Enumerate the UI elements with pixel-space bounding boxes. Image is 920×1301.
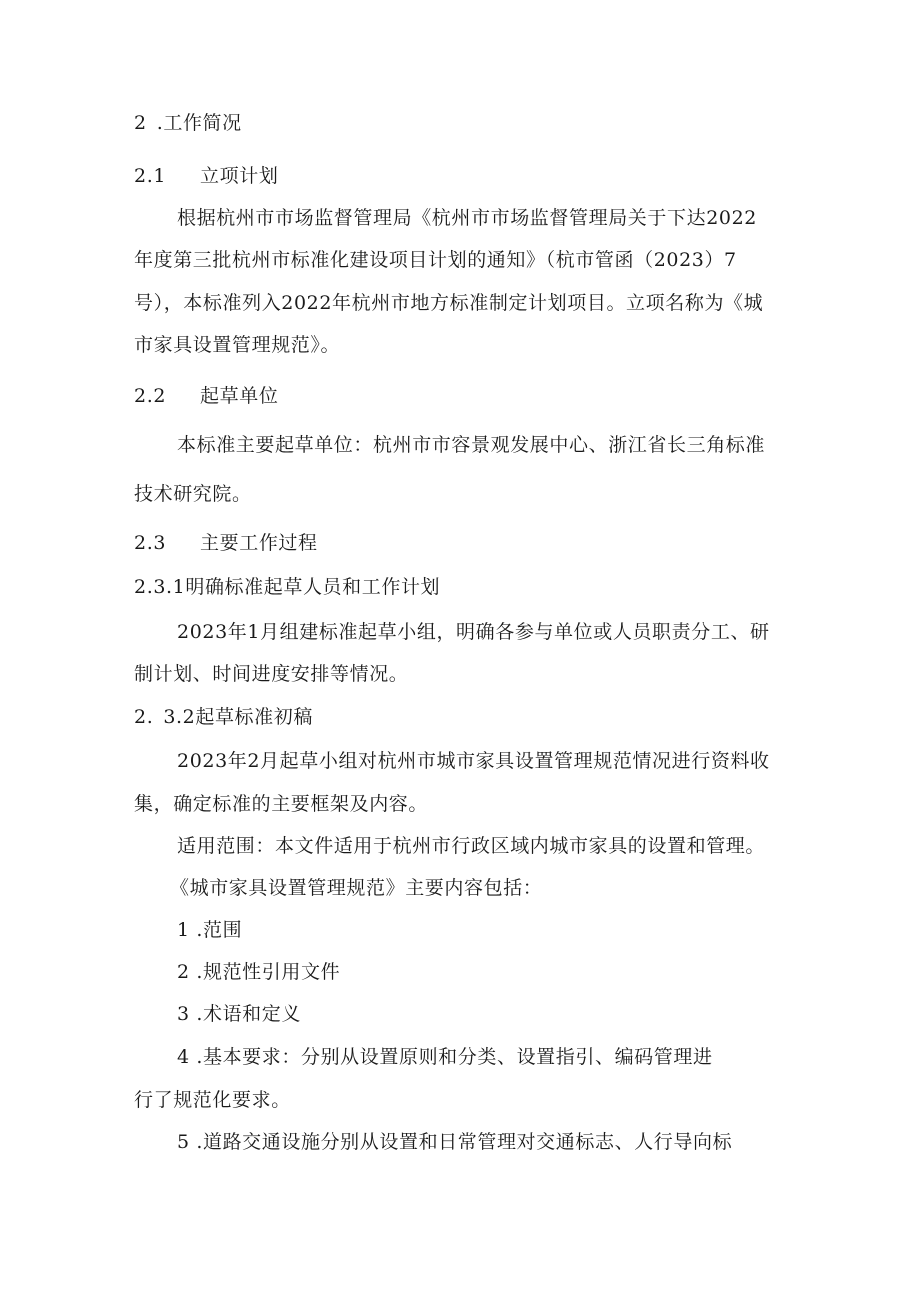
paragraph-line: 号），本标准列入2022年杭州市地方标准制定计划项目。立项名称为《城 (134, 292, 764, 314)
section-title: 立项计划 (200, 165, 279, 187)
section-heading-2-1 (134, 163, 278, 189)
section-title: 3.2起草标准初稿 (163, 706, 313, 728)
list-item-continuation: 行了规范化要求。 (134, 1089, 291, 1111)
paragraph-line: 根据杭州市市场监督管理局《杭州市市场监督管理局关于下达2022 (177, 207, 757, 229)
scope-statement: 适用范围：本文件适用于杭州市行政区域内城市家具的设置和管理。 (177, 835, 766, 857)
paragraph-line: 市家具设置管理规范》。 (134, 334, 341, 356)
subsection-heading-2-3-2 (134, 704, 313, 730)
section-number: 2 (134, 112, 147, 134)
paragraph-line: 集，确定标准的主要框架及内容。 (134, 793, 429, 815)
paragraph-line: 本标准主要起草单位：杭州市市容景观发展中心、浙江省长三角标准 (177, 434, 766, 456)
contents-intro: 《城市家具设置管理规范》主要内容包括： (170, 877, 543, 899)
paragraph-line: 年度第三批杭州市标准化建设项目计划的通知》（杭市管函（2023）7 (134, 249, 737, 271)
section-title: .工作简况 (156, 112, 242, 134)
section-title: 起草单位 (200, 385, 279, 407)
subsection-heading-2-3-1: 2.3.1明确标准起草人员和工作计划 (134, 576, 441, 598)
section-number: 2.1 (134, 165, 167, 187)
section-number: 2.2 (134, 385, 167, 407)
list-item: 4 .基本要求：分别从设置原则和分类、设置指引、编码管理进 (177, 1046, 713, 1068)
list-item: 3 .术语和定义 (177, 1003, 301, 1025)
list-item: 2 .规范性引用文件 (177, 961, 341, 983)
section-heading-2-3 (134, 530, 318, 556)
paragraph-line: 技术研究院。 (134, 483, 252, 505)
paragraph-line: 制计划、时间进度安排等情况。 (134, 663, 409, 685)
paragraph-line: 2023年2月起草小组对杭州市城市家具设置管理规范情况进行资料收 (177, 750, 770, 772)
section-title: 主要工作过程 (200, 532, 318, 554)
section-number: 2. (134, 706, 154, 728)
section-number: 2.3 (134, 532, 167, 554)
section-heading-2-2 (134, 383, 278, 409)
list-item: 5 .道路交通设施分别从设置和日常管理对交通标志、人行导向标 (177, 1131, 733, 1153)
list-item: 1 .范围 (177, 919, 243, 941)
section-heading-2 (134, 110, 242, 136)
paragraph-line: 2023年1月组建标准起草小组，明确各参与单位或人员职责分工、研 (177, 621, 770, 643)
